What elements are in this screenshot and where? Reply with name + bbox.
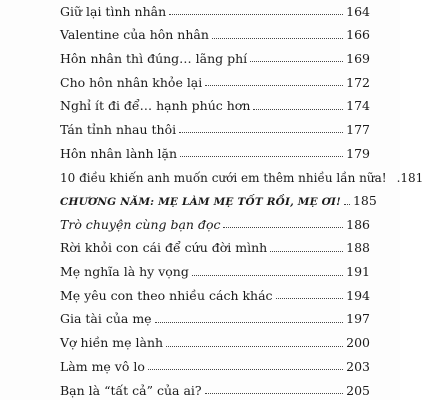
toc-entry <box>60 373 370 397</box>
dot-leader <box>253 109 343 110</box>
dot-leader <box>155 322 344 323</box>
toc-entry <box>60 42 370 66</box>
toc-entry-page: 205 <box>346 382 370 398</box>
toc-entry-title: Gia tài của mẹ <box>60 311 152 327</box>
toc-entry <box>60 350 370 374</box>
dot-leader <box>276 298 344 299</box>
toc-entry <box>60 0 370 18</box>
toc-entry <box>60 255 370 279</box>
dot-leader <box>250 61 343 62</box>
toc-entry-title: Valentine của hôn nhân <box>60 27 209 43</box>
toc-entry-page: 177 <box>346 121 370 137</box>
toc-entry-page: .181 <box>396 170 423 185</box>
toc-entry <box>60 136 370 160</box>
dot-leader <box>205 85 343 86</box>
toc-entry-page: 166 <box>346 27 370 43</box>
dot-leader <box>205 393 344 394</box>
toc-entry <box>60 160 423 185</box>
toc-entry <box>60 89 370 113</box>
toc-entry-page: 174 <box>346 98 370 114</box>
toc-entry-title: Mẹ yêu con theo nhiều cách khác <box>60 287 273 303</box>
toc-entry-page: 164 <box>346 3 370 19</box>
toc-entry-title: Rời khỏi con cái để cứu đời mình <box>60 240 268 256</box>
toc-entry-title: Hôn nhân lành lặn <box>60 145 178 161</box>
toc-entry <box>60 18 370 42</box>
toc-entry-page: 197 <box>346 311 370 327</box>
dot-leader <box>148 369 343 370</box>
toc-entry <box>60 279 370 303</box>
dot-leader <box>180 156 343 157</box>
dot-leader <box>179 132 343 133</box>
dot-leader <box>169 14 343 15</box>
toc-entry-page: 169 <box>346 50 370 66</box>
toc-entry <box>60 65 370 89</box>
toc-entry-title: Hôn nhân thì đúng… lãng phí <box>60 50 248 66</box>
toc-entry <box>60 326 370 350</box>
toc-entry-page: 191 <box>346 264 370 280</box>
toc-entry-title: Nghỉ ít đi để… hạnh phúc hơn <box>60 98 251 114</box>
toc-entry-title: Vợ hiền mẹ lành <box>60 335 164 351</box>
toc-entry-page: 203 <box>346 358 370 374</box>
toc-entry-page: 172 <box>346 74 370 90</box>
chapter-title: CHƯƠNG NĂM: MẸ LÀM MẸ TỐT RỒI, MẸ ƠI! <box>60 196 341 208</box>
dot-leader <box>344 204 350 205</box>
toc-entry-page: 194 <box>346 287 370 303</box>
toc-entry-page: 200 <box>346 335 370 351</box>
toc-entry-page: 179 <box>346 145 370 161</box>
table-of-contents <box>60 0 423 398</box>
toc-entry-title: Trò chuyện cùng bạn đọc <box>60 216 221 232</box>
dot-leader <box>212 38 343 39</box>
toc-entry-page: 188 <box>346 240 370 256</box>
toc-entry-page: 186 <box>346 216 370 232</box>
dot-leader <box>270 251 343 252</box>
toc-entry-title: Mẹ nghĩa là hy vọng <box>60 264 189 280</box>
toc-entry-title: Cho hôn nhân khỏe lại <box>60 74 203 90</box>
dot-leader <box>166 346 343 347</box>
toc-entry-title: Bạn là “tất cả” của ai? <box>60 382 202 398</box>
toc-entry-title: Tán tỉnh nhau thôi <box>60 121 177 137</box>
dot-leader <box>192 275 343 276</box>
toc-entry-title: 10 điều khiến anh muốn cưới em thêm nhiều lần nữa! <box>60 170 387 185</box>
toc-entry-title: Làm mẹ vô lo <box>60 358 145 374</box>
dot-leader <box>223 227 343 228</box>
chapter-heading <box>60 184 377 208</box>
toc-entry-title: Giữ lại tình nhân <box>60 3 167 19</box>
toc-entry <box>60 302 370 326</box>
toc-entry <box>60 208 370 232</box>
toc-entry <box>60 231 370 255</box>
toc-entry <box>60 113 370 137</box>
chapter-page: 185 <box>352 193 377 208</box>
